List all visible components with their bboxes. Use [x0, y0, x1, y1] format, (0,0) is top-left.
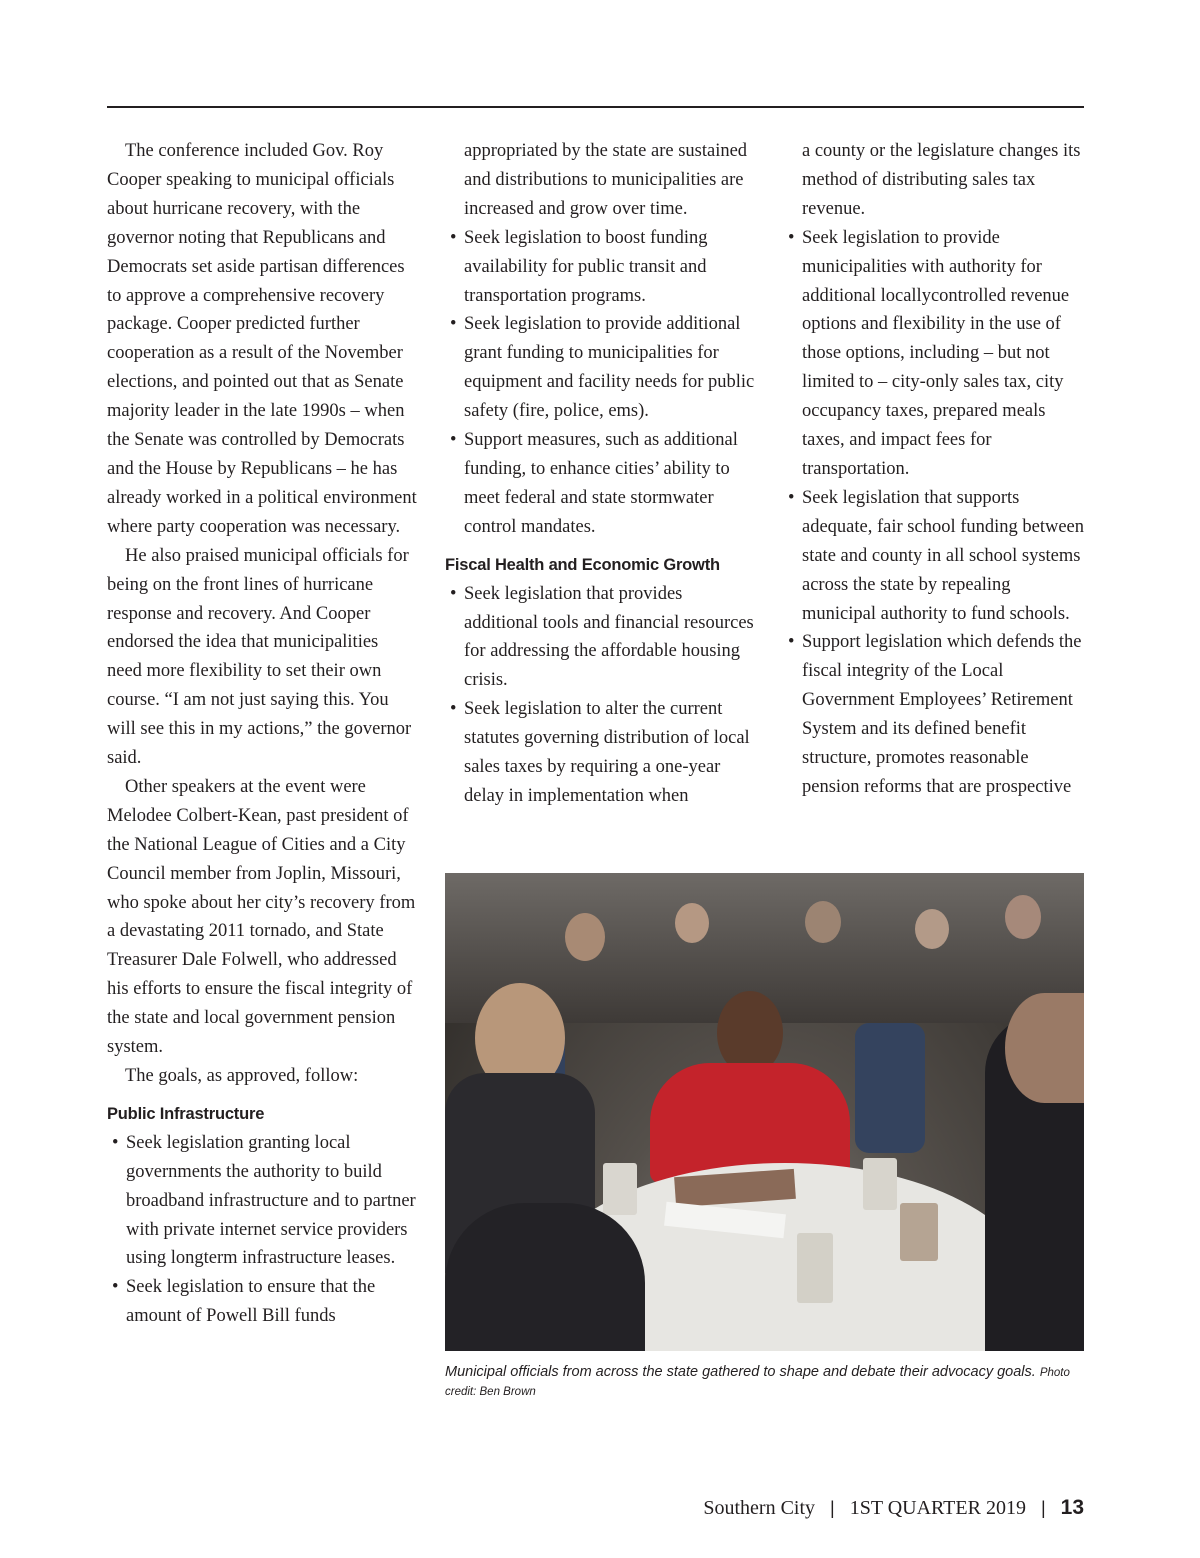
section-heading-public-infrastructure: Public Infrastructure	[107, 1104, 265, 1123]
paragraph: He also praised municipal officials for being on the front lines of hurricane response and recovery. And Cooper endorsed the idea that municipalities need more flexibility to set their own course. “I am not just saying this. You will see this in my actions,” the governor said.	[107, 545, 412, 769]
article-column-3	[783, 137, 1088, 802]
list-item: • Seek legislation to provide municipalities with authority for additional locallycontrolled revenue options and flexibility in the use of those options, including – but not limited to – city-only sales tax, city occupancy taxes, prepared meals taxes, and impact fees for transportation.	[783, 224, 1088, 484]
cup-shape	[797, 1233, 833, 1303]
list-item: • Seek legislation that supports adequate, fair school funding between state and county in all school systems across the state by repealing municipal authority to fund schools.	[783, 484, 1088, 629]
chair-shape	[855, 1023, 925, 1153]
paragraph: The conference included Gov. Roy Cooper speaking to municipal officials about hurricane recovery, with the governor noting that Republicans and Democrats set aside partisan differences to approve a comprehensive recovery package. Cooper predicted further cooperation as a result of the November elections, and pointed out that as Senate majority leader in the late 1990s – when the Senate was controlled by Democrats and the House by Republicans – he has already worked in a political environment where party cooperation was necessary.	[107, 141, 417, 537]
caption-text: Municipal officials from across the state gathered to shape and debate their advocacy goals.	[445, 1364, 1036, 1380]
bullet-list	[783, 224, 1088, 802]
paragraph: The goals, as approved, follow:	[125, 1066, 359, 1086]
list-item: • Seek legislation to provide additional grant funding to municipalities for equipment and facility needs for public safety (fire, police, ems).	[445, 310, 760, 426]
person-bottom-left	[445, 1203, 645, 1351]
list-item: • Support measures, such as additional funding, to enhance cities’ ability to meet federal and state stormwater control mandates.	[445, 426, 760, 542]
list-item: • Seek legislation to alter the current statutes governing distribution of local sales taxes by requiring a one-year delay in implementation when	[445, 695, 760, 811]
head-shape	[675, 903, 709, 943]
photo-caption	[445, 1363, 1084, 1401]
head-shape	[915, 909, 949, 949]
footer-separator: |	[830, 1497, 835, 1518]
list-item: • Support legislation which defends the fiscal integrity of the Local Government Employees’ Retirement System and its defined benefit structure, promotes reasonable pension reforms that are prospective	[783, 628, 1088, 801]
person-right-head	[1005, 993, 1084, 1103]
head-shape	[565, 913, 605, 961]
cup-shape	[900, 1203, 938, 1261]
footer-separator: |	[1040, 1497, 1046, 1518]
bullet-list	[107, 1129, 417, 1331]
list-item: • Seek legislation granting local governments the authority to build broadband infrastructure and to partner with private internet service providers using longterm infrastructure leases.	[107, 1129, 417, 1274]
bullet-list	[445, 224, 760, 542]
cup-shape	[603, 1163, 637, 1215]
photo-credit: Photo credit: Ben Brown	[445, 1367, 1070, 1398]
article-column-2	[445, 137, 760, 811]
page-number: 13	[1060, 1496, 1084, 1519]
list-item-continuation: a county or the legislature changes its method of distributing sales tax revenue.	[802, 141, 1081, 219]
bullet-list	[445, 580, 760, 811]
cup-shape	[863, 1158, 897, 1210]
conference-photo	[445, 873, 1084, 1351]
list-item: • Seek legislation to ensure that the amount of Powell Bill funds	[107, 1273, 417, 1331]
top-rule	[107, 106, 1084, 108]
list-item: • Seek legislation that provides additional tools and financial resources for addressing the affordable housing crisis.	[445, 580, 760, 696]
paragraph: Other speakers at the event were Melodee Colbert-Kean, past president of the National League of Cities and a City Council member from Joplin, Missouri, who spoke about her city’s recovery from a devastating 2011 tornado, and State Treasurer Dale Folwell, who addressed his efforts to ensure the fiscal integrity of the state and local government pension system.	[107, 776, 416, 1058]
list-item-continuation: appropriated by the state are sustained and distributions to municipalities are increased and grow over time.	[464, 141, 748, 219]
list-item: • Seek legislation to boost funding availability for public transit and transportation programs.	[445, 224, 760, 311]
page-footer	[703, 1492, 1084, 1524]
article-column-1	[107, 137, 417, 1331]
head-shape	[805, 901, 841, 943]
section-heading-fiscal-health: Fiscal Health and Economic Growth	[445, 555, 720, 574]
head-shape	[1005, 895, 1041, 939]
issue-label: 1ST QUARTER 2019	[849, 1496, 1026, 1519]
publication-name: Southern City	[703, 1496, 816, 1519]
